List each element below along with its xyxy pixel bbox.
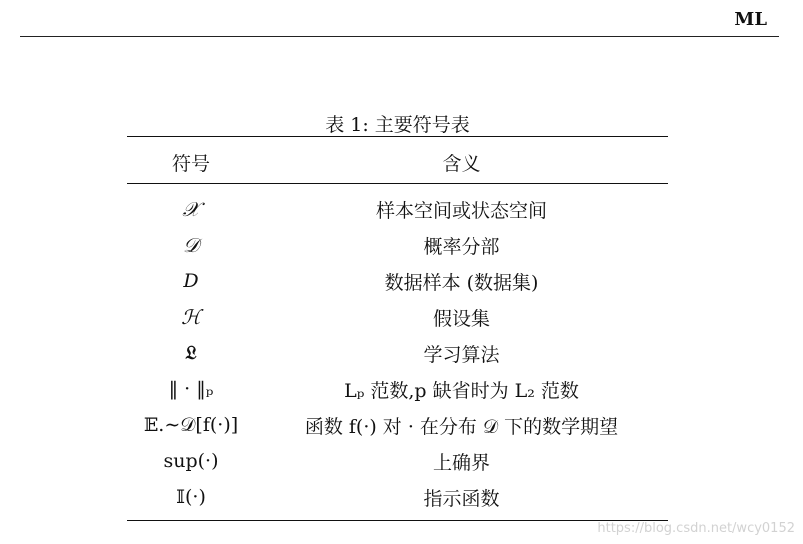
- table-row: [127, 371, 668, 407]
- header-rule: [20, 36, 779, 37]
- column-header-meaning: 含义: [442, 152, 481, 175]
- table-row: [127, 191, 668, 227]
- symbol-cell: 𝒳: [182, 197, 200, 221]
- meaning-cell: 指示函数: [423, 487, 500, 510]
- meaning-cell: 假设集: [432, 307, 490, 330]
- symbol-cell: 𝔏: [185, 342, 197, 364]
- symbol-cell: ℋ: [181, 305, 201, 329]
- table-row: [127, 443, 668, 479]
- symbol-cell: D: [183, 270, 199, 292]
- symbol-cell: 𝒟: [183, 233, 199, 257]
- column-header-symbol: 符号: [171, 152, 210, 175]
- table-row: [127, 227, 668, 263]
- table-caption: 表 1: 主要符号表: [325, 114, 470, 136]
- watermark-text: https://blog.csdn.net/wcy0152: [597, 521, 795, 536]
- table-bottom-rule: [127, 520, 668, 521]
- meaning-cell: 函数 f(·) 对 · 在分布 𝒟 下的数学期望: [304, 415, 619, 438]
- symbol-cell: ‖ · ‖ₚ: [168, 378, 214, 400]
- symbol-cell: sup(·): [163, 450, 219, 472]
- table-row: [127, 299, 668, 335]
- meaning-cell: 学习算法: [423, 343, 500, 366]
- table-row: [127, 407, 668, 443]
- meaning-cell: 数据样本 (数据集): [384, 271, 539, 294]
- meaning-cell: 上确界: [432, 451, 490, 474]
- meaning-cell: 样本空间或状态空间: [375, 199, 547, 222]
- table-row: [127, 263, 668, 299]
- symbol-cell: 𝕀(·): [176, 486, 206, 508]
- meaning-cell: Lₚ 范数,p 缺省时为 L₂ 范数: [344, 379, 579, 402]
- table-header-rule: [127, 183, 668, 184]
- symbol-cell: 𝔼.∼𝒟[f(·)]: [143, 414, 239, 436]
- running-header-title: ML: [734, 9, 767, 30]
- table-row: [127, 335, 668, 371]
- table-header-row: [127, 144, 668, 180]
- table-top-rule: [127, 136, 668, 137]
- table-row: [127, 479, 668, 515]
- meaning-cell: 概率分部: [423, 235, 500, 258]
